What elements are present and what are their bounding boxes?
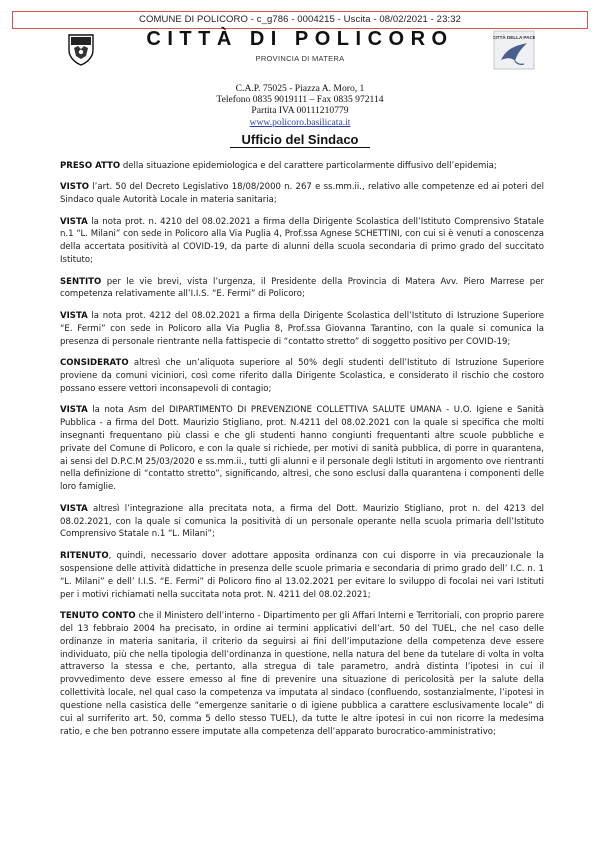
paragraph-lead: VISTA bbox=[60, 216, 88, 227]
paragraph-text: altresì che un’aliquota superiore al 50% degli studenti dell’Istituto di Istruzione Superiore proviene da comuni viciniori, così come riferito dalla Dirigente Scolastica, e considerato il rischio che costoro possano essere vettori inconsapevoli di contagio; bbox=[60, 357, 544, 394]
vat-line: Partita IVA 00111210779 bbox=[251, 105, 349, 117]
paragraph-text: l’art. 50 del Decreto Legislativo 18/08/2000 n. 267 e ss.mm.ii., relativo alle competenze ed ai poteri del Sindaco quale Autorità Locale in materia sanitaria; bbox=[60, 182, 544, 206]
paragraph-text: altresì l’integrazione alla precitata nota, a firma del Dott. Maurizio Stigliano, prot n. del 4213 del 08.02.2021, con la quale si comunica la positività di un personale operante nella scuola primaria dell’Istituto Comprensivo Statale n.1 “L. Milani”; bbox=[60, 503, 544, 540]
paragraph bbox=[60, 550, 544, 602]
paragraph-lead: VISTA bbox=[60, 404, 88, 415]
paragraph-text: la nota prot. 4212 del 08.02.2021 a firma della Dirigente Scolastica dell’Istituto di Istruzione Superiore “E. Fermi” con sede in Policoro alla Via Puglia 8, Prof.ssa Giovanna Tarantino, con la quale si comunica la presenza di personale rientrante nella fattispecie di “contatto stretto” di soggetto positivo per COVID-19; bbox=[60, 310, 544, 347]
address-block bbox=[0, 83, 600, 128]
paragraph-lead: RITENUTO bbox=[60, 550, 109, 561]
paragraph bbox=[60, 503, 544, 542]
city-of-peace-logo-icon bbox=[493, 30, 535, 70]
paragraph-lead: VISTO bbox=[60, 182, 90, 193]
paragraph-text: , quindi, necessario dover adottare apposita ordinanza con cui disporre in via precauzionale la sospensione delle attività didattiche in presenza delle scuole primaria e secondaria di primo grado dell’ I.C. n. 1 “L. Milani” e dell’ I.I.S. “E. Fermi” di Policoro fino al 13.02.2021 per evitare lo sviluppo di focolai nei vari Istituti per i motivi richiamati nella succitata nota prot. N. 4211 del 08.02.2021; bbox=[60, 550, 544, 600]
peace-logo-text: CITTÀ DELLA PACE bbox=[493, 35, 535, 40]
paragraph-text: la nota prot. n. 4210 del 08.02.2021 a firma della Dirigente Scolastica dell’Istituto Comprensivo Statale n.1 “L. Milani” con sede in Policoro alla Via Puglia 4, Prof.ssa Agnese SCHETTINI, con cui si è venuti a conoscenza della accertata positività al COVID-19, da parte di alunni della scuola secondaria di primo grado del succitato Istituto; bbox=[60, 216, 544, 266]
paragraph bbox=[60, 160, 544, 173]
paragraph bbox=[60, 357, 544, 396]
city-title: CITTÀ DI POLICORO bbox=[146, 28, 454, 50]
paragraph bbox=[60, 216, 544, 268]
office-underline bbox=[230, 147, 370, 148]
paragraph bbox=[60, 310, 544, 349]
paragraph-text: per le vie brevi, vista l’urgenza, il Presidente della Provincia di Matera Avv. Piero Marrese per competenza relativamente all’I.I.S. “E. Fermi” di Policoro; bbox=[60, 276, 544, 300]
paragraph bbox=[60, 610, 544, 739]
paragraph-lead: SENTITO bbox=[60, 276, 102, 287]
paragraph-lead: TENUTO CONTO bbox=[60, 610, 136, 621]
paragraph-text: che il Ministero dell’interno - Dipartimento per gli Affari Interni e Territoriali, con proprio parere del 13 febbraio 2004 ha precisato, in ordine ai termini applicativi dell’art. 50 del TUEL, che nel caso delle ordinanze in materia sanitaria, il criterio da seguirsi ai fini dell’imputazione della competenza deve essere individuato, più che nella tipologia dell’ordinanza in questione, nella natura del bene da tutelare di volta in volta attraverso la stessa e che, pertanto, alla stregua di tale parametro, andrà distinta l’ipotesi in cui il provvedimento deve essere emesso al fine di prevenire una situazione di pericolosità per la salute della collettività locale, nel qual caso la competenza va imputata al sindaco (confluendo, sostanzialmente, l’ipotesi in questione nella casistica delle “emergenze sanitarie o di igiene pubblica a carattere esclusivamente locale” di cui al surriferito art. 50, comma 5 dello stesso TUEL), da tutte le altre ipotesi in cui non ricorre la medesima ratio, e che ben potranno essere imputate alla competenza dell’apparato burocratico-amministrativo; bbox=[60, 610, 544, 737]
paragraph-lead: VISTA bbox=[60, 503, 88, 514]
phone-line: Telefono 0835 9019111 – Fax 0835 972114 bbox=[216, 94, 384, 106]
paragraph bbox=[60, 404, 544, 494]
document-body bbox=[60, 160, 544, 747]
paragraph-lead: CONSIDERATO bbox=[60, 357, 129, 368]
protocol-stamp: COMUNE DI POLICORO - c_g786 - 0004215 - Uscita - 08/02/2021 - 23:32 bbox=[12, 11, 588, 29]
paragraph bbox=[60, 181, 544, 207]
province-label: PROVINCIA DI MATERA bbox=[255, 54, 345, 63]
paragraph-lead: VISTA bbox=[60, 310, 88, 321]
paragraph-text: della situazione epidemiologica e del carattere particolarmente diffusivo dell’epidemia; bbox=[120, 161, 497, 171]
address-line: C.A.P. 75025 - Piazza A. Moro, 1 bbox=[235, 83, 365, 94]
office-title: Ufficio del Sindaco bbox=[241, 132, 359, 147]
paragraph-lead: PRESO ATTO bbox=[60, 161, 121, 171]
website-link[interactable]: www.policoro.basilicata.it bbox=[249, 116, 351, 128]
paragraph-text: la nota Asm del DIPARTIMENTO DI PREVENZIONE COLLETTIVA SALUTE UMANA - U.O. Igiene e Sanità Pubblica - a firma del Dott. Maurizio Stigliano, prot. N.4211 del 08.02.2021 con la quale si specifica che molti insegnanti frequentano più classi e che gli studenti hanno congiunti frequentanti altre scuole pubbliche e private del Comune di Policoro, e con la quale si richiede, per motivi di sanità pubblica, di porre in quarantena, ai sensi del D.P.C.M 25/03/2020 e ss.mm.ii., tutti gli alunni e il personale degli Istituti in argomento ove rientranti nella definizione di “contatto stretto”, significando, altresì, che sono esclusi dalla quarantena i componenti delle loro famiglie. bbox=[60, 404, 544, 493]
paragraph bbox=[60, 276, 544, 302]
